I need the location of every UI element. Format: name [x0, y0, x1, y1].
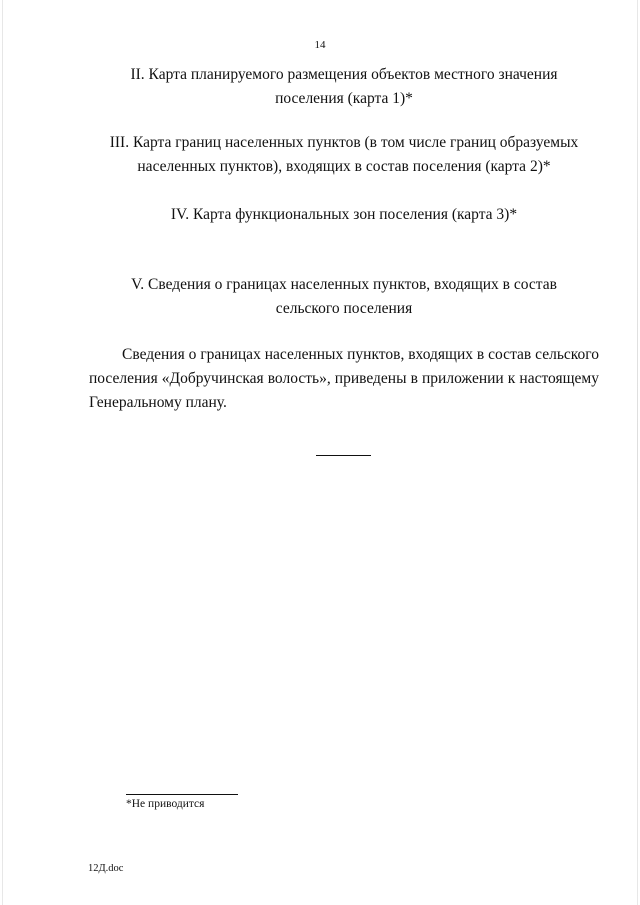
section-heading-4 [96, 203, 592, 227]
section-heading-3-line1: III. Карта границ населенных пунктов (в том числе границ образуемых [109, 134, 579, 151]
page-number: 14 [314, 39, 326, 51]
section-heading-4-line1: IV. Карта функциональных зон поселения (карта 3)* [170, 206, 518, 223]
section-heading-2-line1: II. Карта планируемого размещения объектов местного значения [130, 66, 558, 83]
section-heading-5 [96, 273, 592, 321]
section-heading-5-line2: сельского поселения [275, 300, 413, 317]
scan-edge-right [637, 0, 638, 905]
section-heading-2 [96, 63, 592, 111]
footnote-rule [126, 794, 238, 795]
footnote: *Не приводится [126, 798, 205, 810]
file-name: 12Д.doc [88, 863, 124, 874]
section-heading-2-line2: поселения (карта 1)* [275, 90, 413, 107]
scan-edge-left [2, 0, 3, 905]
section-heading-3 [96, 131, 592, 179]
section-divider [316, 455, 371, 456]
section-heading-5-line1: V. Сведения о границах населенных пунктов, входящих в состав [131, 276, 557, 293]
body-paragraph: Сведения о границах населенных пунктов, входящих в состав сельского поселения «Добручинская волость», приведены в приложении к настоящему Генеральному плану. [89, 346, 599, 411]
section-heading-3-line2: населенных пунктов), входящих в состав поселения (карта 2)* [137, 158, 551, 175]
